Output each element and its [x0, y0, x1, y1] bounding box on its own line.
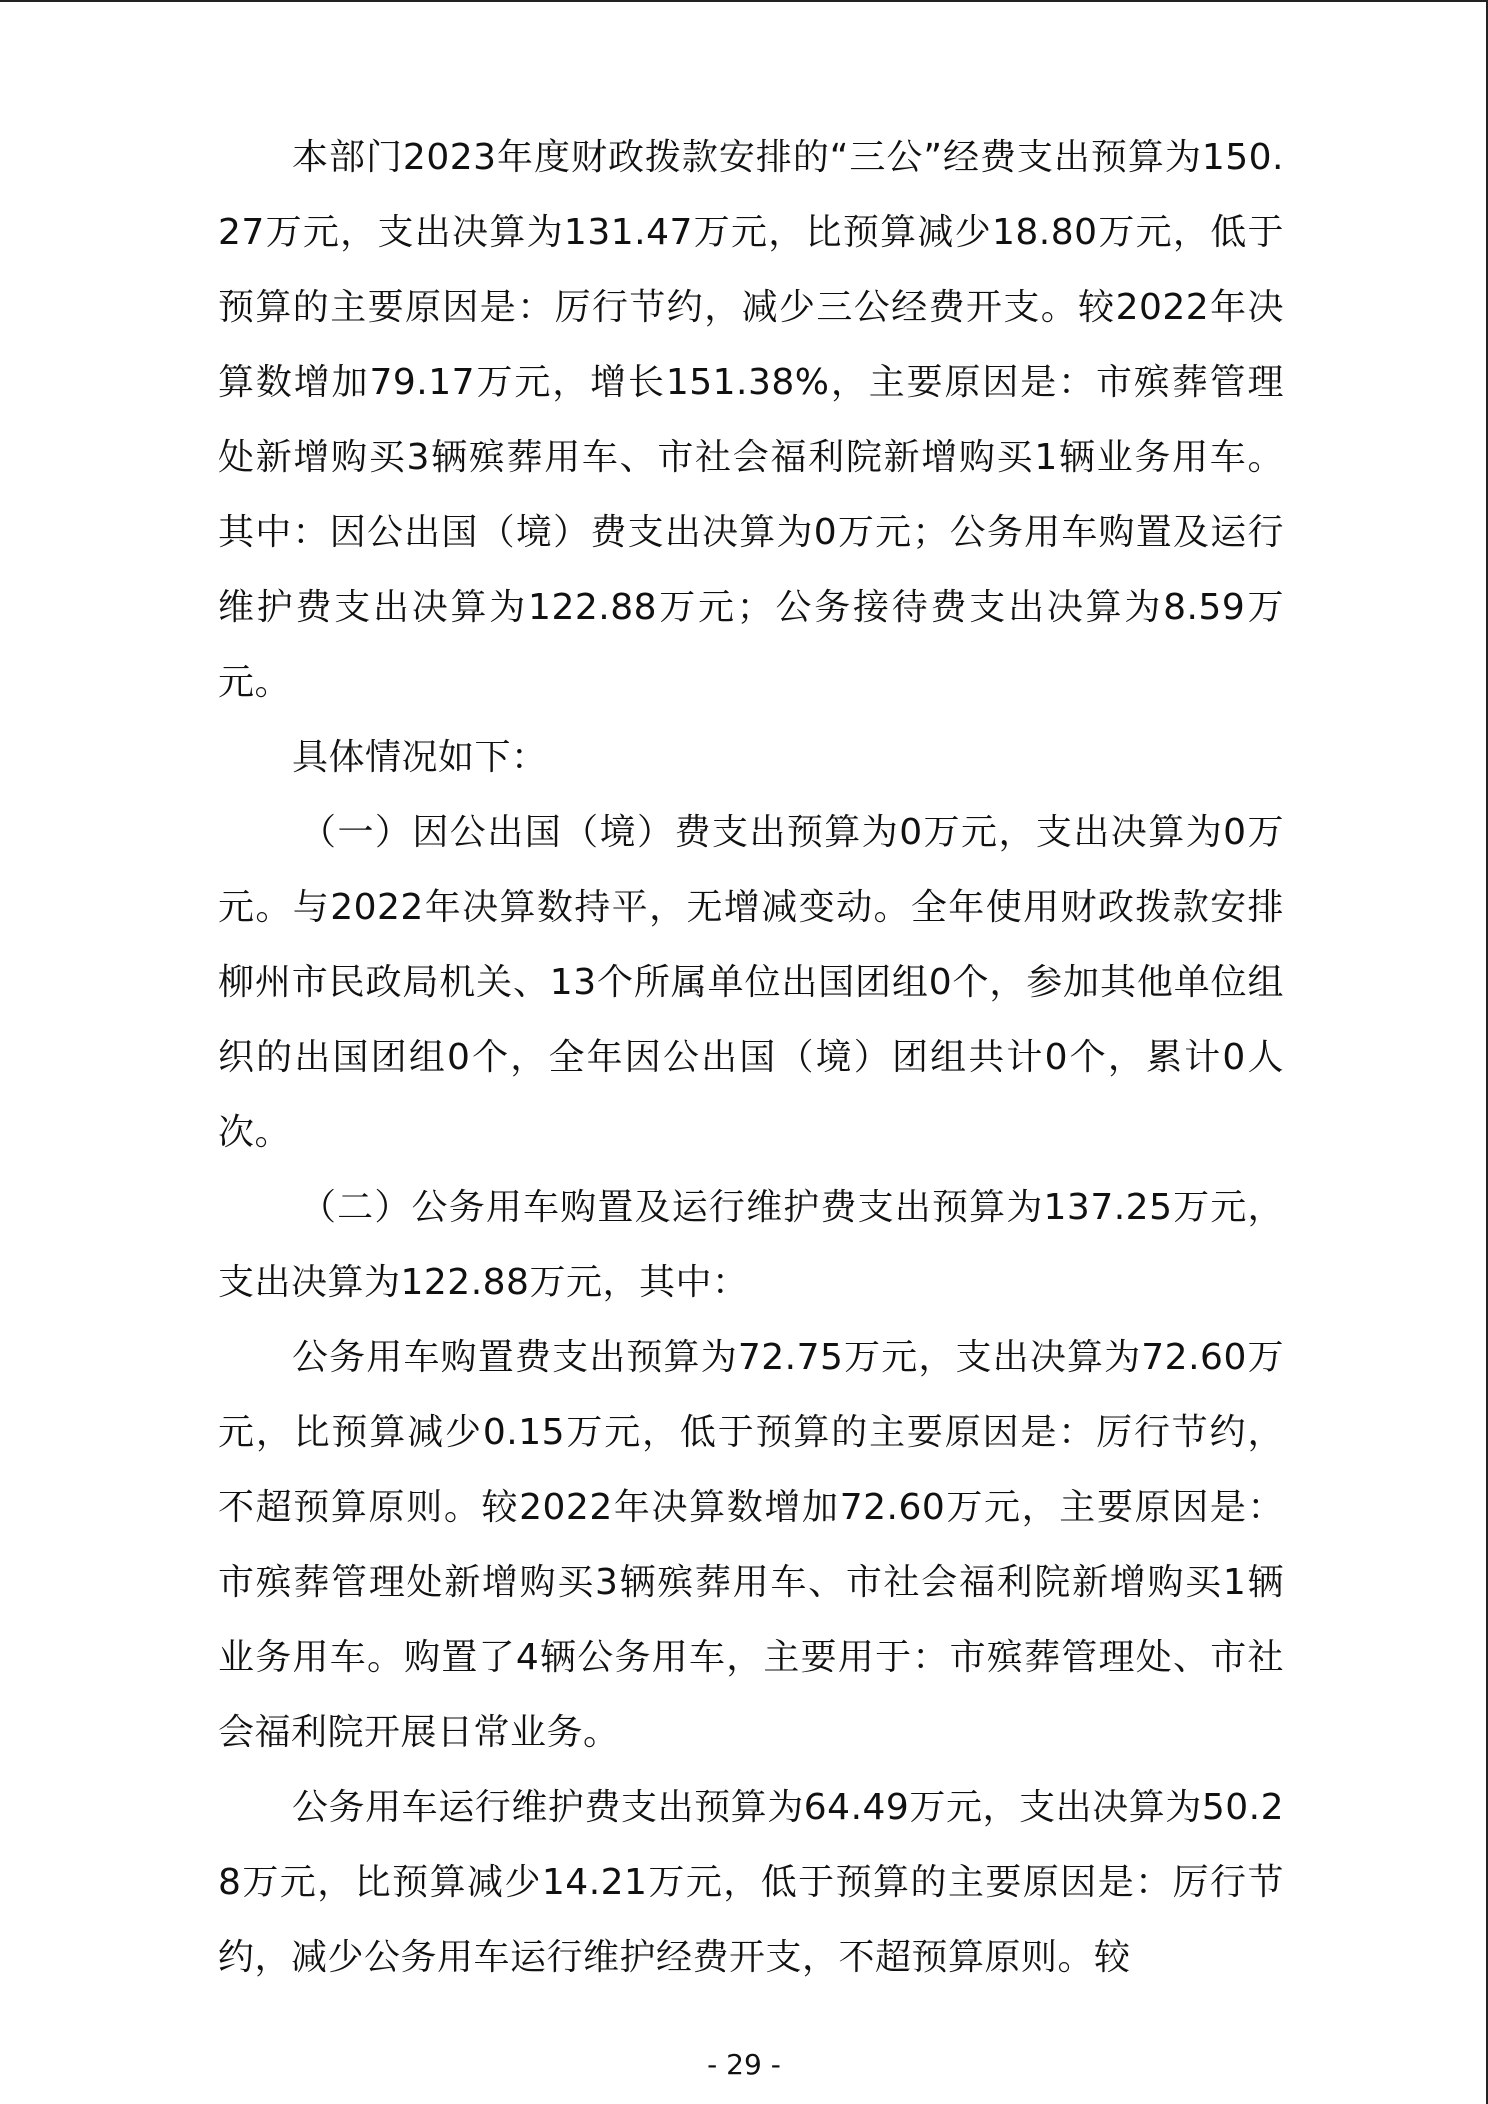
- paragraph-summary: 本部门2023年度财政拨款安排的“三公”经费支出预算为150.27万元，支出决算为131.47万元，比预算减少18.80万元，低于预算的主要原因是：厉行节约，减少三公经费开支。较2022年决算数增加79.17万元，增长151.38%，主要原因是：市殡葬管理处新增购买3辆殡葬用车、市社会福利院新增购买1辆业务用车。其中：因公出国（境）费支出决算为0万元；公务用车购置及运行维护费支出决算为122.88万元；公务接待费支出决算为8.59万元。: [218, 137, 1284, 703]
- paragraph-details-intro: 具体情况如下：: [292, 737, 548, 778]
- paragraph-vehicle-expenses: （二）公务用车购置及运行维护费支出预算为137.25万元，支出决算为122.88万元，其中：: [218, 1187, 1284, 1303]
- document-body: [218, 120, 1284, 1995]
- paragraph-vehicle-maintenance: 公务用车运行维护费支出预算为64.49万元，支出决算为50.28万元，比预算减少14.21万元，低于预算的主要原因是：厉行节约，减少公务用车运行维护经费开支，不超预算原则。较: [218, 1787, 1284, 1978]
- paragraph-overseas-travel: （一）因公出国（境）费支出预算为0万元，支出决算为0万元。与2022年决算数持平，无增减变动。全年使用财政拨款安排柳州市民政局机关、13个所属单位出国团组0个，参加其他单位组织的出国团组0个，全年因公出国（境）团组共计0个，累计0人次。: [218, 812, 1284, 1153]
- paragraph-vehicle-purchase: 公务用车购置费支出预算为72.75万元，支出决算为72.60万元，比预算减少0.15万元，低于预算的主要原因是：厉行节约，不超预算原则。较2022年决算数增加72.60万元，主要原因是：市殡葬管理处新增购买3辆殡葬用车、市社会福利院新增购买1辆业务用车。购置了4辆公务用车，主要用于：市殡葬管理处、市社会福利院开展日常业务。: [218, 1337, 1284, 1753]
- page-number: - 29 -: [707, 2048, 781, 2081]
